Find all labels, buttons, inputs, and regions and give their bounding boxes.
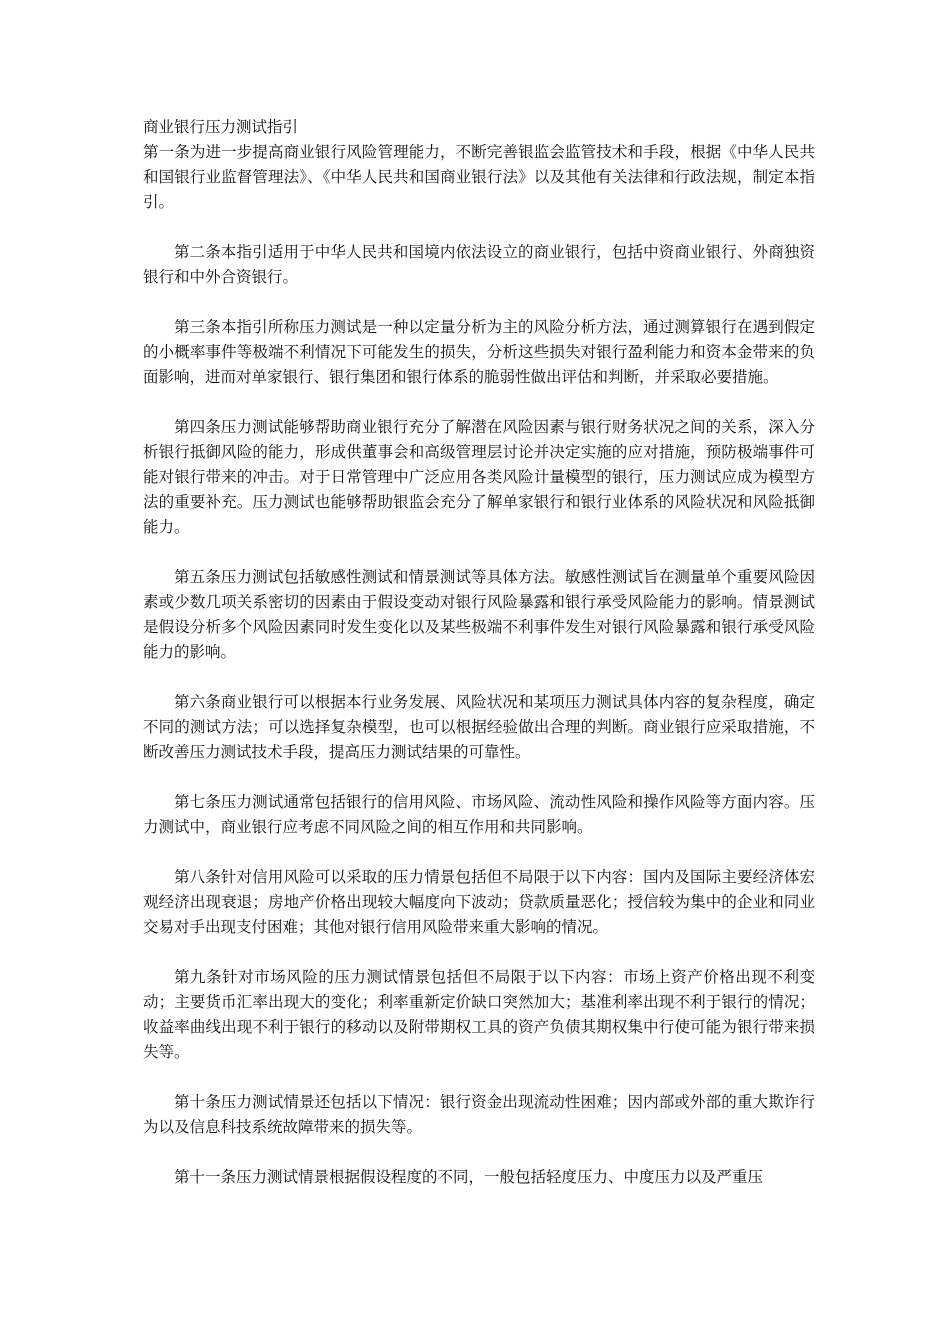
article-1: 第一条为进一步提高商业银行风险管理能力，不断完善银监会监管技术和手段，根据《中华人民共和国银行业监督管理法》、《中华人民共和国商业银行法》以及其他有关法律和行政法规，制定本指引。 xyxy=(143,143,815,211)
article-6: 第六条商业银行可以根据本行业务发展、风险状况和某项压力测试具体内容的复杂程度，确定不同的测试方法；可以选择复杂模型，也可以根据经验做出合理的判断。商业银行应采取措施，不断改善压力测试技术手段，提高压力测试结果的可靠性。 xyxy=(143,693,815,761)
article-3: 第三条本指引所称压力测试是一种以定量分析为主的风险分析方法，通过测算银行在遇到假定的小概率事件等极端不利情况下可能发生的损失，分析这些损失对银行盈利能力和资本金带来的负面影响，进而对单家银行、银行集团和银行体系的脆弱性做出评估和判断，并采取必要措施。 xyxy=(143,318,815,386)
document-title: 商业银行压力测试指引 xyxy=(143,118,299,136)
article-11: 第十一条压力测试情景根据假设程度的不同，一般包括轻度压力、中度压力以及严重压 xyxy=(174,1168,764,1186)
document-body xyxy=(143,115,815,1190)
article-7: 第七条压力测试通常包括银行的信用风险、市场风险、流动性风险和操作风险等方面内容。压力测试中，商业银行应考虑不同风险之间的相互作用和共同影响。 xyxy=(143,793,815,836)
article-4: 第四条压力测试能够帮助商业银行充分了解潜在风险因素与银行财务状况之间的关系，深入分析银行抵御风险的能力，形成供董事会和高级管理层讨论并决定实施的应对措施，预防极端事件可能对银行带来的冲击。对于日常管理中广泛应用各类风险计量模型的银行，压力测试应成为模型方法的重要补充。压力测试也能够帮助银监会充分了解单家银行和银行业体系的风险状况和风险抵御能力。 xyxy=(143,418,815,536)
article-5: 第五条压力测试包括敏感性测试和情景测试等具体方法。敏感性测试旨在测量单个重要风险因素或少数几项关系密切的因素由于假设变动对银行风险暴露和银行承受风险能力的影响。情景测试是假设分析多个风险因素同时发生变化以及某些极端不利事件发生对银行风险暴露和银行承受风险能力的影响。 xyxy=(143,568,815,661)
article-8: 第八条针对信用风险可以采取的压力情景包括但不局限于以下内容：国内及国际主要经济体宏观经济出现衰退；房地产价格出现较大幅度向下波动；贷款质量恶化；授信较为集中的企业和同业交易对手出现支付困难；其他对银行信用风险带来重大影响的情况。 xyxy=(143,868,815,936)
article-9: 第九条针对市场风险的压力测试情景包括但不局限于以下内容：市场上资产价格出现不利变动；主要货币汇率出现大的变化；利率重新定价缺口突然加大；基准利率出现不利于银行的情况；收益率曲线出现不利于银行的移动以及附带期权工具的资产负债其期权集中行使可能为银行带来损失等。 xyxy=(143,968,815,1061)
article-10: 第十条压力测试情景还包括以下情况：银行资金出现流动性困难；因内部或外部的重大欺诈行为以及信息科技系统故障带来的损失等。 xyxy=(143,1093,815,1136)
article-2: 第二条本指引适用于中华人民共和国境内依法设立的商业银行，包括中资商业银行、外商独资银行和中外合资银行。 xyxy=(143,243,815,286)
